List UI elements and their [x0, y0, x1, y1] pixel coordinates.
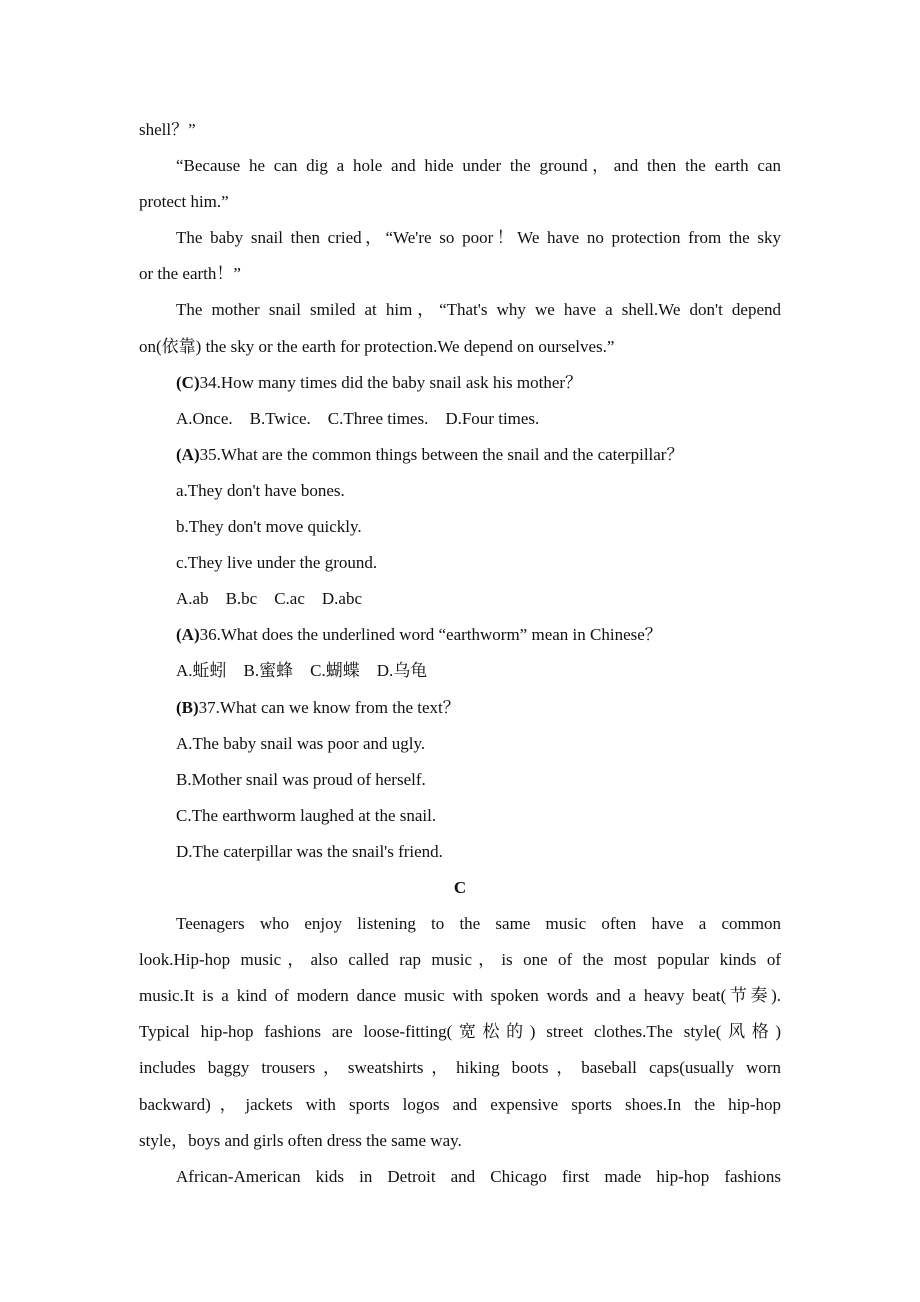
- question-34: [139, 365, 781, 401]
- question-37: [139, 690, 781, 726]
- question-37-answer: (B): [176, 697, 199, 717]
- story-paragraph-1-line-2: protect him.”: [139, 192, 229, 212]
- story-line-0: shell？”: [139, 120, 196, 139]
- question-35-answer: (A): [176, 444, 200, 464]
- question-35-item-c: c.They live under the ground.: [176, 553, 378, 573]
- question-36-stem: 36.What does the underlined word “earthworm” mean in Chinese？: [199, 625, 662, 645]
- section-c-paragraph-1-line-7: style，boys and girls often dress the same way.: [139, 1130, 462, 1150]
- section-c-heading: C: [453, 877, 467, 897]
- section-c-paragraph-1-line-1: Teenagers who enjoy listening to the same music often have a common: [176, 914, 781, 934]
- question-35: [139, 437, 781, 473]
- question-34-options: A.Once. B.Twice. C.Three times. D.Four times.: [176, 408, 540, 428]
- question-36: [139, 617, 781, 653]
- question-37-option-d: D.The caterpillar was the snail's friend.: [176, 841, 443, 861]
- story-paragraph-2-line-2: or the earth！”: [139, 264, 241, 284]
- story-paragraph-1-line-1: “Because he can dig a hole and hide under the ground，and then the earth can: [176, 156, 781, 176]
- question-34-stem: 34.How many times did the baby snail ask his mother？: [199, 372, 583, 392]
- question-37-option-c: C.The earthworm laughed at the snail.: [176, 805, 437, 825]
- question-36-answer: (A): [176, 625, 200, 645]
- question-37-option-a: A.The baby snail was poor and ugly.: [176, 733, 426, 753]
- section-c-paragraph-1-line-5: includes baggy trousers，sweatshirts，hiking boots，baseball caps(usually worn: [139, 1058, 781, 1078]
- section-c-paragraph-1-line-2: look.Hip-hop music，also called rap music，is one of the most popular kinds of: [139, 950, 781, 970]
- story-paragraph-3-line-1: The mother snail smiled at him，“That's why we have a shell.We don't depend: [176, 300, 781, 320]
- story-paragraph-2-line-1: The baby snail then cried，“We're so poor！We have no protection from the sky: [176, 228, 781, 248]
- question-37-stem: 37.What can we know from the text？: [198, 697, 460, 717]
- question-35-stem: 35.What are the common things between the snail and the caterpillar？: [199, 444, 684, 464]
- section-c-paragraph-1-line-3: music.It is a kind of modern dance music with spoken words and a heavy beat(节奏).: [139, 986, 781, 1006]
- document-page: [139, 112, 781, 1195]
- question-34-answer: (C): [176, 372, 200, 392]
- section-c-paragraph-2-line-1: African-American kids in Detroit and Chicago first made hip-hop fashions: [176, 1166, 781, 1186]
- question-36-options: A.蚯蚓 B.蜜蜂 C.蝴蝶 D.乌龟: [176, 661, 428, 681]
- story-paragraph-3-line-2: on(依靠) the sky or the earth for protection.We depend on ourselves.”: [139, 336, 615, 356]
- question-35-item-a: a.They don't have bones.: [176, 480, 345, 500]
- section-c-paragraph-1-line-6: backward)，jackets with sports logos and expensive sports shoes.In the hip-hop: [139, 1094, 781, 1114]
- section-c-paragraph-1-line-4: Typical hip-hop fashions are loose-fitting(宽松的) street clothes.The style(风格): [139, 1022, 781, 1042]
- question-35-item-b: b.They don't move quickly.: [176, 517, 362, 537]
- question-35-options: A.ab B.bc C.ac D.abc: [176, 589, 363, 609]
- question-37-option-b: B.Mother snail was proud of herself.: [176, 769, 426, 789]
